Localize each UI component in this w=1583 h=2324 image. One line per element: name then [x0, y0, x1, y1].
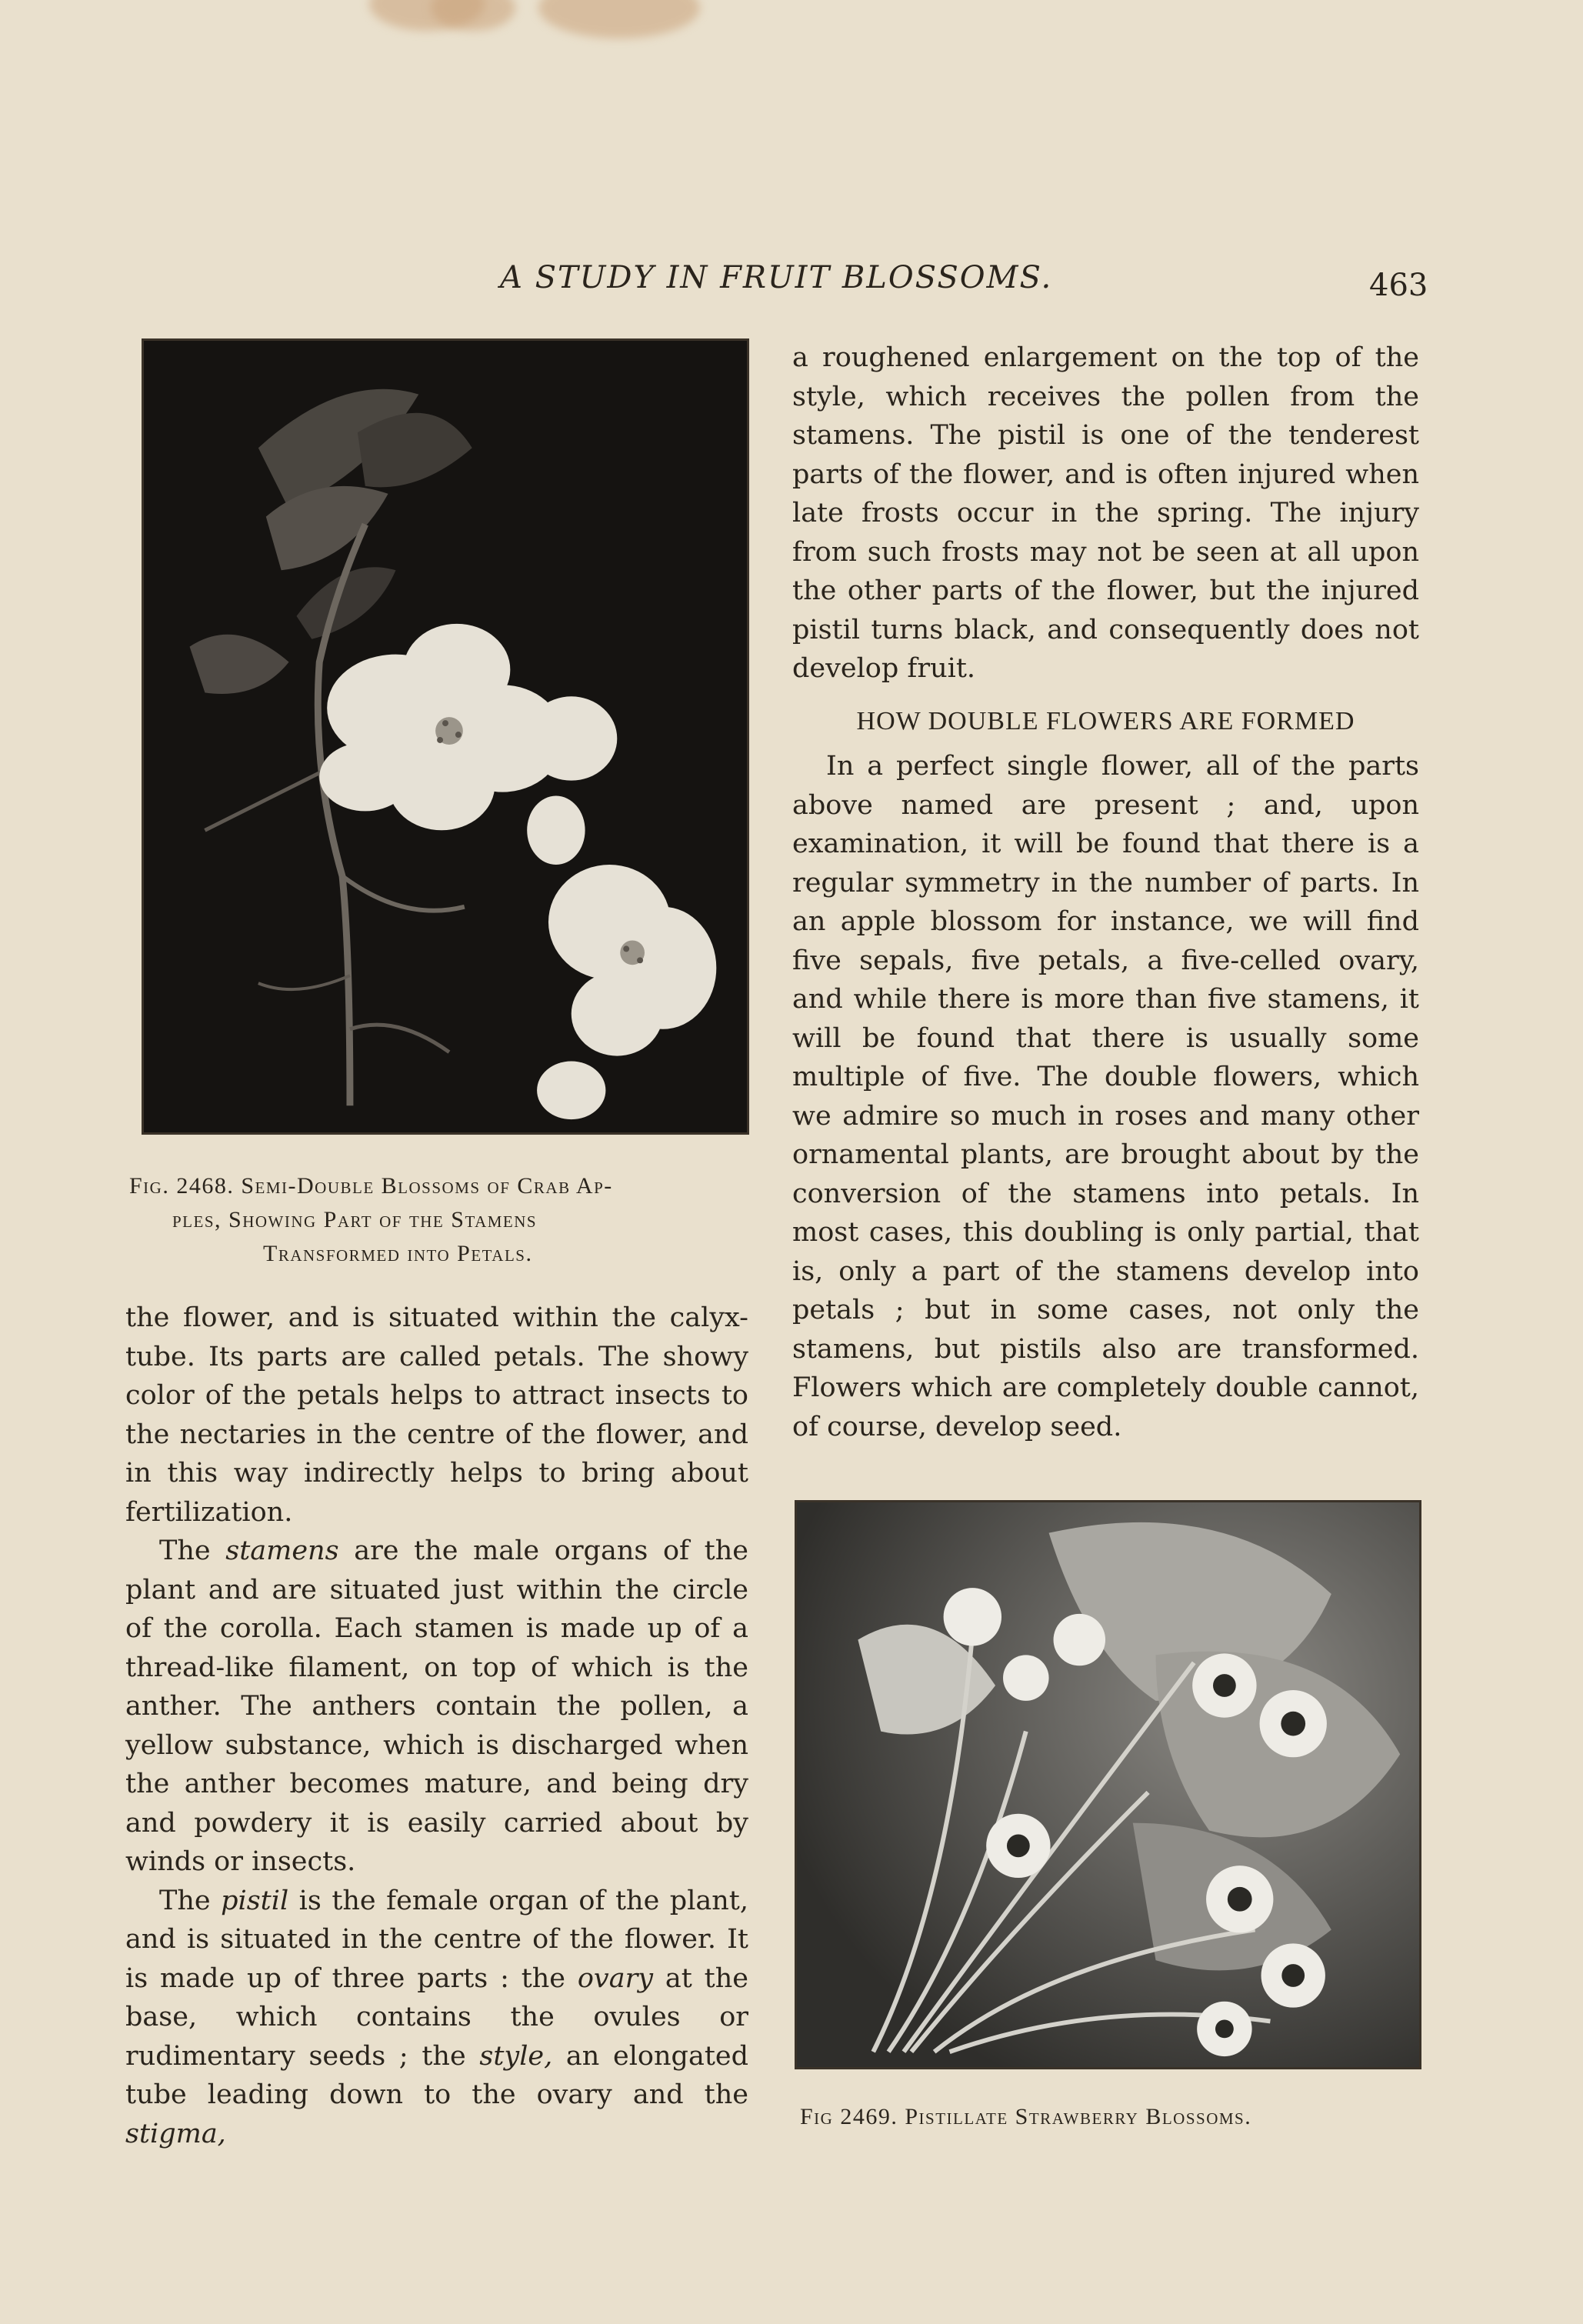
- running-header: [0, 260, 1583, 306]
- figure-2469-caption: Fig 2469. Pistillate Strawberry Blossoms.: [800, 2104, 1252, 2129]
- section-heading: HOW DOUBLE FLOWERS ARE FORMED: [856, 706, 1355, 735]
- paragraph: a roughened enlargement on the top of the style, which receives the pollen from the stamens. The pistil is one of the tenderest parts of the flower, and is often injured when late frosts occur in the spring. The injury from such frosts may not be seen at all upon the other parts of the flower, but the injured pistil turns black, and consequently does not develop fruit.: [792, 342, 1419, 684]
- text-span: is the female organ of the plant, and is situated in the centre of the flower. It is made up of three parts : the: [125, 1885, 749, 1994]
- text-span: at the base, which contains the ovules or rudimentary seeds ; the: [125, 1962, 748, 2072]
- text-span: an elongated tube leading down to the ovary and the: [125, 2040, 748, 2110]
- left-column-text: [125, 1299, 748, 2153]
- crab-apple-blossom-illustration: [144, 341, 747, 1132]
- text-span: The: [159, 1885, 222, 1916]
- term-stamens: stamens: [225, 1535, 339, 1566]
- figure-2469-photo: [795, 1500, 1421, 2069]
- figure-2468-caption: [129, 1169, 768, 1271]
- strawberry-blossom-illustration: [797, 1502, 1419, 2067]
- term-stigma: stigma,: [125, 2118, 226, 2149]
- page-title: A STUDY IN FRUIT BLOSSOMS.: [500, 260, 1053, 295]
- paragraph: the flower, and is situated within the calyx-tube. Its parts are called petals. The showy color of the petals helps to attract insects to the nectaries in the centre of the flower, and in this way indirectly helps to bring about fertilization.: [125, 1302, 748, 1528]
- paragraph: In a perfect single flower, all of the parts above named are present ; and, upon examination, it will be found that there is a regular symmetry in the number of parts. In an apple blossom for instance, we will find five sepals, five petals, a five-celled ovary, and while there is more than five stamens, it will be found that there is usually some multiple of five. The double flowers, which we admire so much in roses and many other ornamental plants, are brought about by the conversion of the stamens into petals. In most cases, this doubling is only partial, that is, only a part of the stamens develop into petals ; but in some cases, not only the stamens, but pistils also are transformed. Flowers which are completely double cannot, of course, develop seed.: [792, 751, 1419, 1442]
- caption-line: ples, Showing Part of the Stamens: [172, 1207, 538, 1232]
- term-ovary: ovary: [577, 1962, 654, 1994]
- term-pistil: pistil: [221, 1885, 289, 1916]
- paragraph-pistil: [125, 1882, 748, 2154]
- caption-line: Transformed into Petals.: [263, 1241, 533, 1266]
- paper-stain: [538, 0, 700, 38]
- page-number: 463: [1369, 268, 1428, 303]
- text-span: The: [159, 1535, 226, 1566]
- figure-2468-photo: [142, 338, 749, 1135]
- term-style: style,: [479, 2040, 553, 2072]
- paragraph-stamens: [125, 1532, 748, 1882]
- caption-line: Fig. 2468. Semi-Double Blossoms of Crab Ap-: [129, 1173, 613, 1199]
- right-column-text: [792, 338, 1419, 1446]
- text-span: are the male organs of the plant and are situated just within the circle of the corolla. Each stamen is made up of a thread-like filament, on top of which is the anther. The anthers contain the pollen, a yellow substance, which is discharged when the anther becomes mature, and being dry and powdery it is easily carried about by winds or insects.: [125, 1535, 748, 1877]
